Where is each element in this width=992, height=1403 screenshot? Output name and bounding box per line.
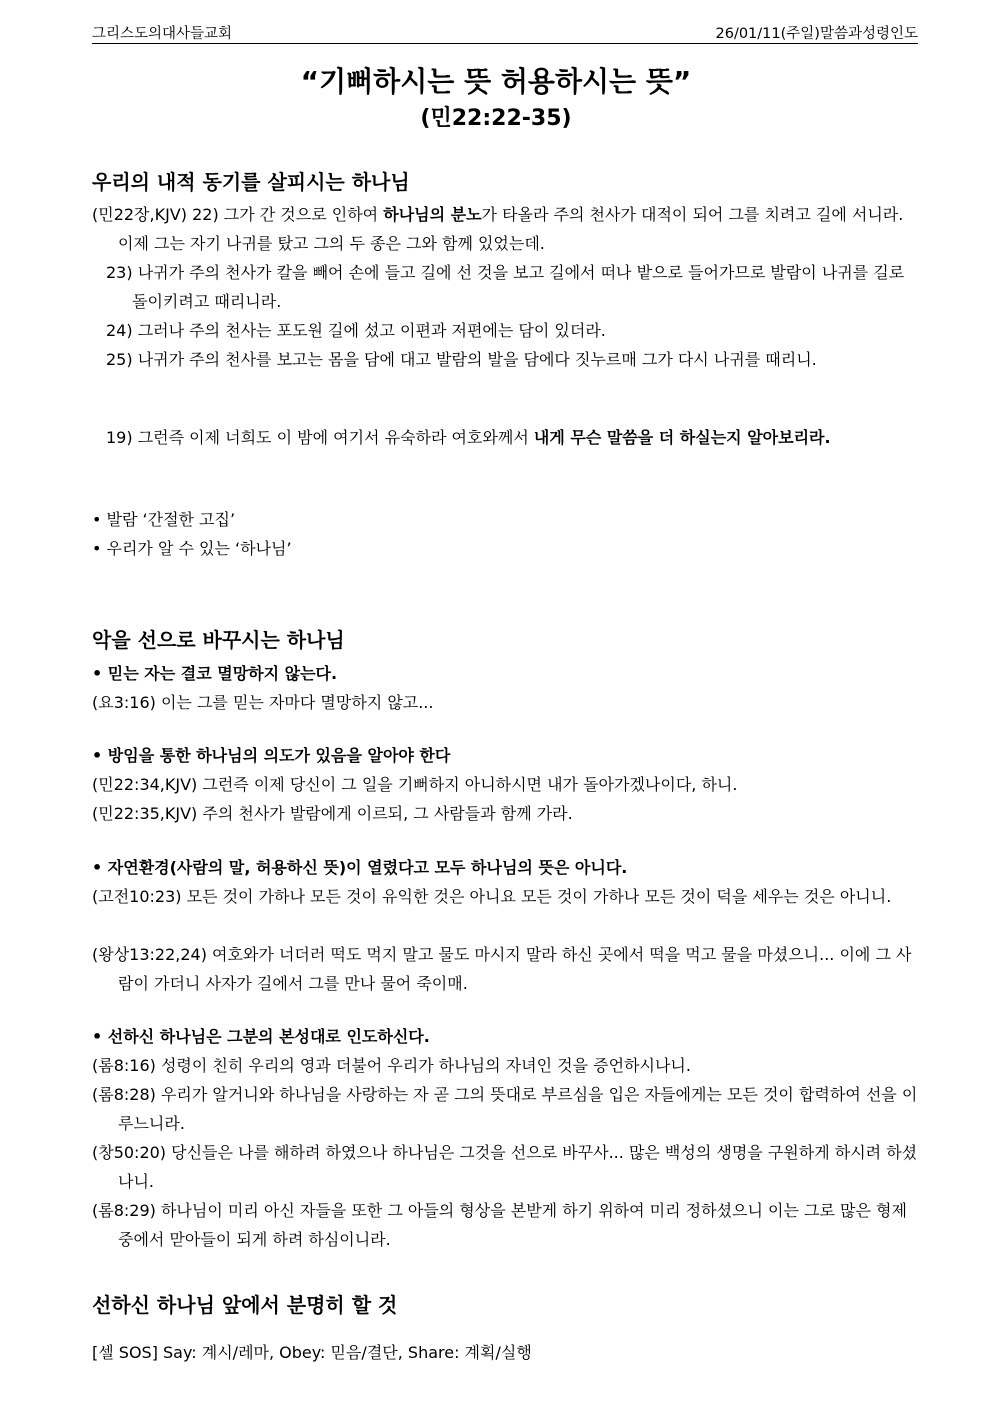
bullet-item: • 우리가 알 수 있는 ‘하나님’ bbox=[92, 539, 292, 558]
reference-text: (롬8:16) 성령이 친히 우리의 영과 더불어 우리가 하나님의 자녀인 것을 증언하시나니. bbox=[92, 1056, 691, 1075]
section-heading-1: 우리의 내적 동기를 살피시는 하나님 bbox=[92, 170, 410, 194]
point-heading-3: • 자연환경(사람의 말, 허용하신 뜻)이 열렸다고 모두 하나님의 뜻은 아니다. bbox=[92, 858, 628, 877]
reference-text: (요3:16) 이는 그를 믿는 자마다 멸망하지 않고... bbox=[92, 693, 434, 712]
reference-text: (창50:20) 당신들은 나를 해하려 하였으나 하나님은 그것을 선으로 바꾸사... 많은 백성의 생명을 구원하게 하시려 하셨나니. bbox=[92, 1143, 918, 1191]
sermon-scripture: (민22:22-35) bbox=[420, 106, 572, 131]
section-heading-2: 악을 선으로 바꾸시는 하나님 bbox=[92, 628, 345, 652]
reference-text: (롬8:29) 하나님이 미리 아신 자들을 또한 그 아들의 형상을 본받게 하기 위하여 미리 정하셨으니 이는 그로 많은 형제 중에서 맏아들이 되게 하려 하심이니라. bbox=[92, 1201, 907, 1249]
bullet-item: • 발람 ‘간절한 고집’ bbox=[92, 510, 236, 529]
reference-text: (롬8:28) 우리가 알거니와 하나님을 사랑하는 자 곧 그의 뜻대로 부르심을 입은 자들에게는 모든 것이 합력하여 선을 이루느니라. bbox=[92, 1085, 918, 1133]
header-divider bbox=[92, 43, 918, 44]
verse-19: 19) 그런즉 이제 너희도 이 밤에 여기서 유숙하라 여호와께서 내게 무슨 말씀을 더 하실는지 알아보리라. bbox=[106, 428, 831, 447]
page-header bbox=[92, 20, 918, 42]
point-heading-4: • 선하신 하나님은 그분의 본성대로 인도하신다. bbox=[92, 1027, 430, 1046]
verse-24: 24) 그러나 주의 천사는 포도원 길에 섰고 이편과 저편에는 담이 있더라. bbox=[106, 321, 606, 340]
reference-text: (민22:35,KJV) 주의 천사가 발람에게 이르되, 그 사람들과 함께 가라. bbox=[92, 804, 573, 823]
point-heading-1: • 믿는 자는 결코 멸망하지 않는다. bbox=[92, 664, 338, 683]
section-heading-3: 선하신 하나님 앞에서 분명히 할 것 bbox=[92, 1293, 398, 1317]
reference-text: (왕상13:22,24) 여호와가 너더러 떡도 먹지 말고 물도 마시지 말라 하신 곳에서 떡을 먹고 물을 마셨으니... 이에 그 사람이 가더니 사자가 길에서 그를 만나 물어 죽이매. bbox=[92, 945, 912, 993]
reference-text: (고전10:23) 모든 것이 가하나 모든 것이 유익한 것은 아니요 모든 것이 가하나 모든 것이 덕을 세우는 것은 아니니. bbox=[92, 887, 892, 906]
reference-text: (민22:34,KJV) 그런즉 이제 당신이 그 일을 기뻐하지 아니하시면 내가 돌아가겠나이다, 하니. bbox=[92, 775, 738, 794]
sermon-title: “기뻐하시는 뜻 허용하시는 뜻” bbox=[300, 65, 692, 98]
verse-25: 25) 나귀가 주의 천사를 보고는 몸을 담에 대고 발람의 발을 담에다 짓누르매 그가 다시 나귀를 때리니. bbox=[106, 350, 817, 369]
cell-sos-line: [셀 SOS] Say: 계시/레마, Obey: 믿음/결단, Share: 계획/실행 bbox=[92, 1343, 532, 1362]
verse-22: (민22장,KJV) 22) 그가 간 것으로 인하여 하나님의 분노가 타올라 주의 천사가 대적이 되어 그를 치려고 길에 서니라. 이제 그는 자기 나귀를 탔고 그의 두 종은 그와 함께 있었는데. bbox=[92, 205, 904, 253]
verse-23: 23) 나귀가 주의 천사가 칼을 빼어 손에 들고 길에 선 것을 보고 길에서 떠나 밭으로 들어가므로 발람이 나귀를 길로 돌이키려고 때리니라. bbox=[106, 263, 905, 311]
church-name: 그리스도의대사들교회 bbox=[92, 26, 233, 42]
sermon-date: 26/01/11(주일)말씀과성령인도 bbox=[715, 26, 918, 42]
point-heading-2: • 방임을 통한 하나님의 의도가 있음을 알아야 한다 bbox=[92, 746, 451, 765]
